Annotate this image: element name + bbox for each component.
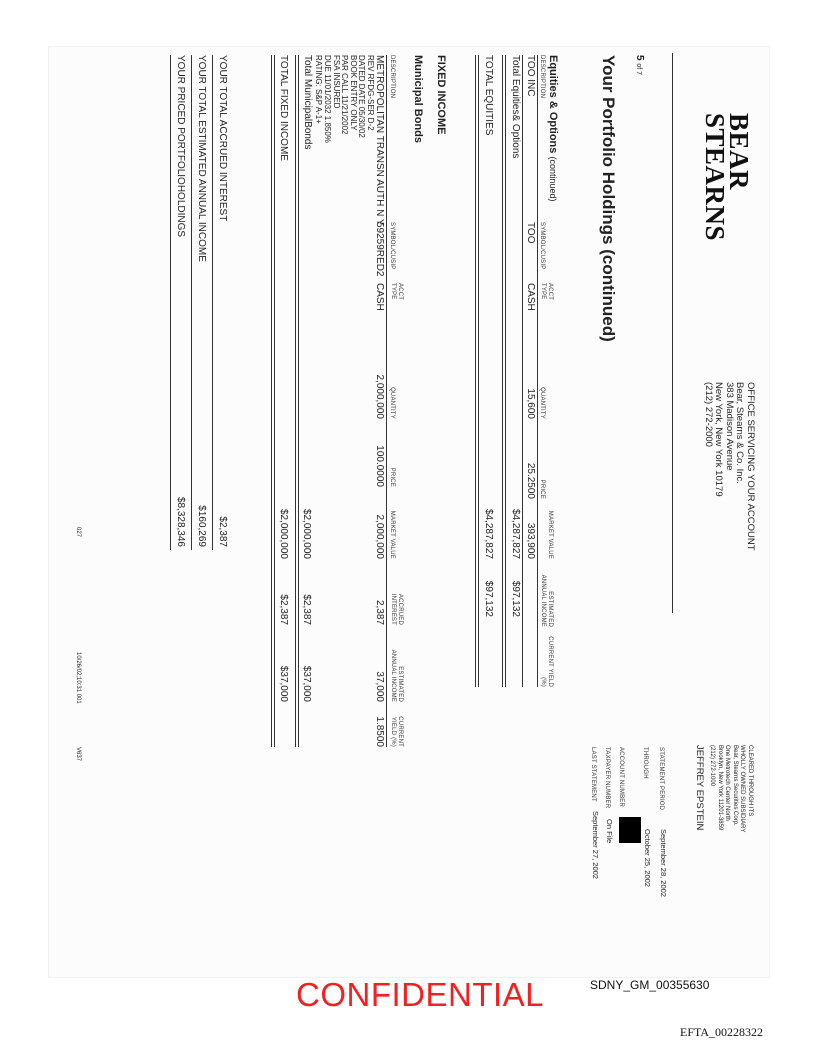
fi-total-accrued: $2,387	[301, 594, 312, 625]
bond-line7: DUE 11/01/2032 1.850%	[323, 55, 333, 143]
bond-quantity: 2,000,000	[374, 374, 385, 419]
eq-col-price: PRICE	[539, 479, 545, 499]
eq-row-description: TOO INC	[525, 55, 536, 97]
eq-col-symbol: SYMBOL/CUSIP	[539, 222, 545, 270]
efta-number: EFTA_00228322	[680, 1025, 764, 1039]
eq-col-market: MARKET VALUE	[547, 510, 553, 559]
eq-col-description: DESCRIPTION	[539, 55, 545, 99]
eq-row-price: 25.2500	[525, 462, 536, 499]
page-of: of 7	[635, 63, 642, 76]
page-number	[634, 55, 645, 75]
statement-page	[48, 46, 770, 978]
bear-stearns-logo	[700, 113, 754, 242]
page-num: 5	[634, 55, 645, 61]
bond-price: 100.0000	[374, 445, 385, 487]
bond-description	[314, 55, 385, 226]
fi-col-symbol: SYMBOL/CUSIP	[389, 222, 395, 270]
office-line1: OFFICE SERVICING YOUR ACCOUNT	[745, 382, 756, 551]
municipal-bonds-heading: Municipal Bonds	[412, 55, 424, 143]
fi-col-acct: ACCT TYPE	[390, 283, 403, 301]
office-line3: 383 Madison Avenue	[724, 382, 735, 471]
clearing-line6: (212) 272-1000	[709, 745, 716, 787]
last-statement-value: September 27, 2002	[591, 811, 600, 879]
bond-acct: CASH	[374, 283, 385, 311]
confidential-stamp: CONFIDENTIAL	[296, 976, 545, 1013]
fi-col-price: PRICE	[389, 467, 395, 487]
fi-grand-accrued: $2,387	[278, 594, 289, 625]
bond-market: 2,000,000	[374, 514, 385, 559]
eq-total-label: Total Equities& Options	[510, 55, 521, 159]
footer-code-3: V637	[75, 747, 81, 762]
eq-col-yield: CURRENT YIELD (%)	[540, 636, 553, 687]
bond-line2: REV RFDG-SER D-2	[366, 55, 375, 131]
fi-total-rule-2	[295, 55, 296, 747]
eq-row-quantity: 15,600	[525, 388, 536, 419]
fi-total-income: $37,000	[301, 665, 312, 702]
office-line5: (212) 272-2000	[703, 382, 714, 447]
bond-line3: DATED DATE 05/30/02	[357, 55, 367, 138]
eq-grand-rule	[478, 55, 479, 687]
eq-grand-rule-2	[475, 55, 476, 687]
summary-priced-value: $8,328,346	[175, 496, 186, 547]
clearing-line2: WHOLLY OWNED SUBSIDIARY	[739, 745, 746, 833]
eq-grand-income: $97,132	[483, 580, 494, 617]
header-rule	[672, 53, 673, 613]
bond-accrued: 2,387	[374, 599, 385, 625]
eq-row-rule	[522, 55, 523, 687]
bond-yield: 1.8500	[374, 716, 385, 747]
fi-col-accrued: ACCRUED INTEREST	[390, 593, 403, 625]
statement-info	[585, 747, 668, 897]
eq-total-income: $97,132	[510, 580, 521, 617]
summary-rule-2	[191, 55, 192, 550]
taxpayer-number-value: On File	[605, 819, 614, 844]
equities-heading-suffix: (continued)	[548, 156, 558, 202]
bond-income: 37,000	[374, 671, 385, 702]
taxpayer-number-label: TAXPAYER NUMBER	[604, 747, 610, 809]
summary-accrued-value: $2,387	[217, 516, 228, 547]
bond-line8: RATING: S&P A-1+	[314, 55, 324, 124]
fixed-income-heading: FIXED INCOME	[435, 55, 447, 135]
eq-total-rule-2	[502, 55, 503, 687]
fi-grand-rule	[274, 55, 275, 747]
clearing-line1: CLEARED THROUGH ITS	[747, 745, 753, 817]
office-address	[703, 382, 756, 551]
fi-total-rule	[298, 55, 299, 747]
clearing-line5: Brooklyn, New York 11201-3859	[717, 745, 723, 831]
clearing-line4: One Metrotech Center North	[724, 745, 731, 821]
footer-code-1: 027	[75, 527, 81, 538]
bond-line5: PAR CALL 11/21/2002	[340, 55, 350, 135]
bates-number: SDNY_GM_00355630	[590, 978, 710, 992]
eq-row-symbol: TOO	[525, 222, 536, 244]
footer-code-2: 10/26/02;10:31 001	[75, 652, 81, 704]
summary-rule-3	[170, 55, 171, 550]
rotated-content	[49, 47, 769, 977]
fi-col-yield: CURRENT YIELD (%)	[390, 716, 403, 747]
fi-col-income: ESTIMATED ANNUAL INCOME	[390, 649, 403, 702]
eq-total-market: $4,287,827	[510, 508, 521, 559]
fi-grand-rule-2	[271, 55, 272, 747]
fi-header-rule	[386, 55, 387, 747]
summary-income-value: $160,269	[196, 505, 207, 547]
office-line4: New York, New York 10179	[713, 382, 725, 497]
summary-income-label: YOUR TOTAL ESTIMATED ANNUAL INCOME	[196, 55, 207, 262]
eq-col-quantity: QUANTITY	[539, 387, 545, 419]
account-number-label: ACCOUNT NUMBER	[618, 747, 624, 808]
clearing-address	[708, 745, 753, 832]
summary-priced-label: YOUR PRICED PORTFOLIOHOLDINGS	[175, 55, 186, 238]
statement-period-value: September 28, 2002	[659, 829, 668, 897]
page-title: Your Portfolio Holdings (continued)	[599, 55, 618, 342]
through-value: October 25, 2002	[643, 829, 652, 887]
logo-line1: BEAR	[724, 113, 754, 191]
fi-total-market: $2,000,000	[301, 508, 312, 559]
fi-grand-label: TOTAL FIXED INCOME	[278, 55, 289, 161]
summary-accrued-label: YOUR TOTAL ACCRUED INTEREST	[217, 55, 228, 222]
eq-col-acct: ACCT TYPE	[540, 283, 553, 301]
last-statement-label: LAST STATEMENT	[590, 747, 596, 802]
eq-col-income: ESTIMATED ANNUAL INCOME	[540, 574, 553, 627]
fi-grand-income: $37,000	[278, 665, 289, 702]
clearing-line3: Bear, Stearns Securities Corp.	[732, 745, 738, 826]
eq-header-rule	[537, 55, 538, 687]
eq-row-market: 393,900	[525, 522, 536, 559]
bond-line6: FSA INSURED	[331, 55, 341, 109]
through-label: THROUGH	[642, 747, 648, 779]
eq-grand-market: $4,287,827	[483, 508, 494, 559]
client-name: JEFFREY EPSTEIN	[694, 745, 705, 831]
office-line2: Bear, Stearns & Co. Inc.	[734, 382, 746, 484]
bond-name: METROPOLITAN TRANSN AUTH N Y	[374, 55, 385, 226]
fi-total-label: Total MunicipalBonds	[302, 55, 313, 150]
logo-line2: STEARNS	[700, 113, 730, 242]
fi-col-description: DESCRIPTION	[389, 55, 395, 99]
statement-period-label: STATEMENT PERIOD	[658, 747, 664, 811]
equities-heading	[547, 55, 559, 202]
eq-total-rule	[505, 55, 506, 687]
account-number-redaction	[619, 817, 641, 843]
summary-rule-1	[212, 55, 213, 550]
eq-row-acct: CASH	[525, 283, 536, 311]
equities-heading-text: Equities & Options	[547, 55, 559, 154]
bond-line4: BOOK ENTRY ONLY	[348, 55, 358, 131]
eq-grand-label: TOTAL EQUITIES	[483, 55, 494, 136]
fi-col-market: MARKET VALUE	[389, 510, 395, 559]
fi-grand-market: $2,000,000	[278, 508, 289, 559]
fi-col-quantity: QUANTITY	[389, 387, 395, 419]
bond-symbol: 59259RED2	[374, 222, 385, 277]
